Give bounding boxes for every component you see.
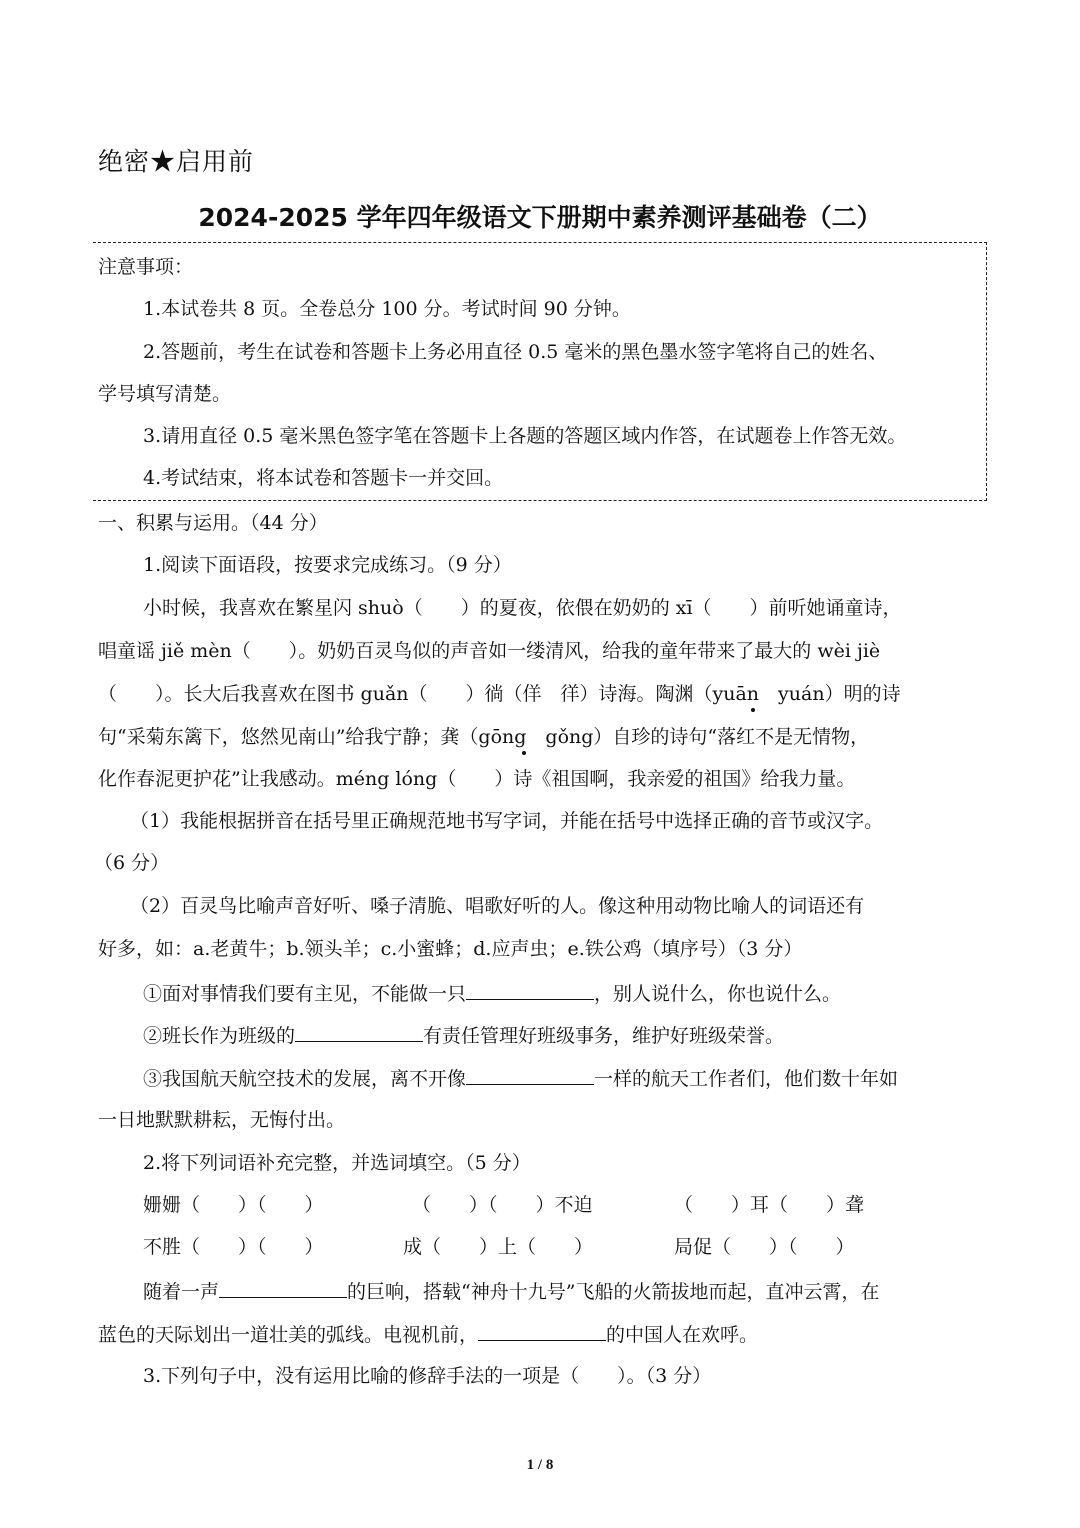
sentence-text: ③我国航天航空技术的发展，离不开像: [143, 1068, 467, 1090]
notice-item-2-cont: 学号填写清楚。: [98, 383, 232, 405]
idiom-3: （ ）耳（ ）聋: [674, 1194, 865, 1216]
question-1-stem: 1.阅读下面语段，按要求完成练习。（9 分）: [143, 554, 512, 576]
passage-line-5: 化作春泥更护花”让我感动。méng lóng（ ）诗《祖国啊，我亲爱的祖国》给我力量。: [98, 768, 856, 790]
exam-title: 2024-2025 学年四年级语文下册期中素养测评基础卷（二）: [198, 203, 882, 232]
emphasis-dot: [751, 708, 755, 712]
subquestion-2: （2）百灵鸟比喻声音好听、嗓子清脆、唱歌好听的人。像这种用动物比喻人的词语还有: [130, 895, 865, 917]
answer-blank[interactable]: [466, 1064, 594, 1085]
idiom-1: 姗姗（ ）（ ）: [143, 1194, 324, 1216]
passage-line-3: （ ）。长大后我喜欢在图书 guǎn（ ）徜（佯 徉）诗海。陶渊（yuān yuán）明的诗: [98, 683, 901, 705]
answer-blank[interactable]: [466, 979, 594, 1000]
fill-sentence-3: [143, 1064, 898, 1092]
sentence-text: 随着一声: [143, 1281, 220, 1303]
passage-line-2: 唱童谣 jiě mèn（ ）。奶奶百灵鸟似的声音如一缕清风，给我的童年带来了最大的 wèi jiè: [98, 640, 881, 662]
fill-sentence-3-cont: 一日地默默耕耘，无悔付出。: [98, 1109, 346, 1131]
sentence-text: ②班长作为班级的: [143, 1025, 296, 1047]
page-number: 1 / 8: [526, 1457, 554, 1473]
notice-item-2: 2.答题前，考生在试卷和答题卡上务必用直径 0.5 毫米的黑色墨水签字笔将自己的姓名、: [143, 341, 888, 363]
question-2-stem: 2.将下列词语补充完整，并选词填空。（5 分）: [143, 1152, 531, 1174]
notice-heading: 注意事项：: [98, 256, 194, 278]
idiom-4: 不胜（ ）（ ）: [143, 1236, 324, 1258]
subquestion-1-score: （6 分）: [94, 852, 170, 874]
emphasis-dot: [522, 751, 526, 755]
passage-line-4: 句“采菊东篱下，悠然见南山”给我宁静；龚（gōng gǒng）自珍的诗句“落红不是无情物，: [98, 726, 870, 748]
sentence-text: 蓝色的天际划出一道壮美的弧线。电视机前，: [98, 1324, 479, 1346]
fill-sentence-1: [143, 979, 841, 1007]
subquestion-2-cont: 好多，如：a.老黄牛；b.领头羊；c.小蜜蜂；d.应声虫；e.铁公鸡（填序号）（3 分）: [98, 938, 803, 960]
idiom-2: （ ）（ ）不迫: [412, 1194, 593, 1216]
sentence-text: 一样的航天工作者们，他们数十年如: [594, 1068, 899, 1090]
notice-box: [93, 242, 987, 501]
idiom-6: 局促（ ）（ ）: [674, 1236, 855, 1258]
passage-line-1: 小时候，我喜欢在繁星闪 shuò（ ）的夏夜，依偎在奶奶的 xī（ ）前听她诵童诗，: [143, 597, 902, 619]
notice-item-3: 3.请用直径 0.5 毫米黑色签字笔在答题卡上各题的答题区域内作答，在试题卷上作答无效。: [143, 425, 907, 447]
question-3-stem: 3.下列句子中，没有运用比喻的修辞手法的一项是（ ）。（3 分）: [143, 1365, 712, 1387]
sentence-text: 的中国人在欢呼。: [606, 1324, 759, 1346]
fill-paragraph-1: [143, 1277, 879, 1305]
sentence-text: 有责任管理好班级事务，维护好班级荣誉。: [423, 1025, 785, 1047]
sentence-text: 的巨响，搭载“神舟十九号”飞船的火箭拔地而起，直冲云霄，在: [347, 1281, 880, 1303]
answer-blank[interactable]: [219, 1277, 347, 1298]
subquestion-1: （1）我能根据拼音在括号里正确规范地书写字词，并能在括号中选择正确的音节或汉字。: [130, 810, 884, 832]
answer-blank[interactable]: [478, 1320, 606, 1341]
fill-sentence-2: [143, 1021, 784, 1049]
fill-paragraph-2: [98, 1320, 758, 1348]
confidential-label: 绝密★启用前: [98, 147, 255, 176]
notice-item-1: 1.本试卷共 8 页。全卷总分 100 分。考试时间 90 分钟。: [143, 298, 631, 320]
answer-blank[interactable]: [295, 1021, 423, 1042]
sentence-text: ①面对事情我们要有主见，不能做一只: [143, 983, 467, 1005]
section-heading: 一、积累与运用。（44 分）: [98, 512, 328, 534]
sentence-text: ，别人说什么，你也说什么。: [594, 983, 842, 1005]
notice-item-4: 4.考试结束，将本试卷和答题卡一并交回。: [143, 467, 504, 489]
idiom-5: 成（ ）上（ ）: [403, 1236, 594, 1258]
